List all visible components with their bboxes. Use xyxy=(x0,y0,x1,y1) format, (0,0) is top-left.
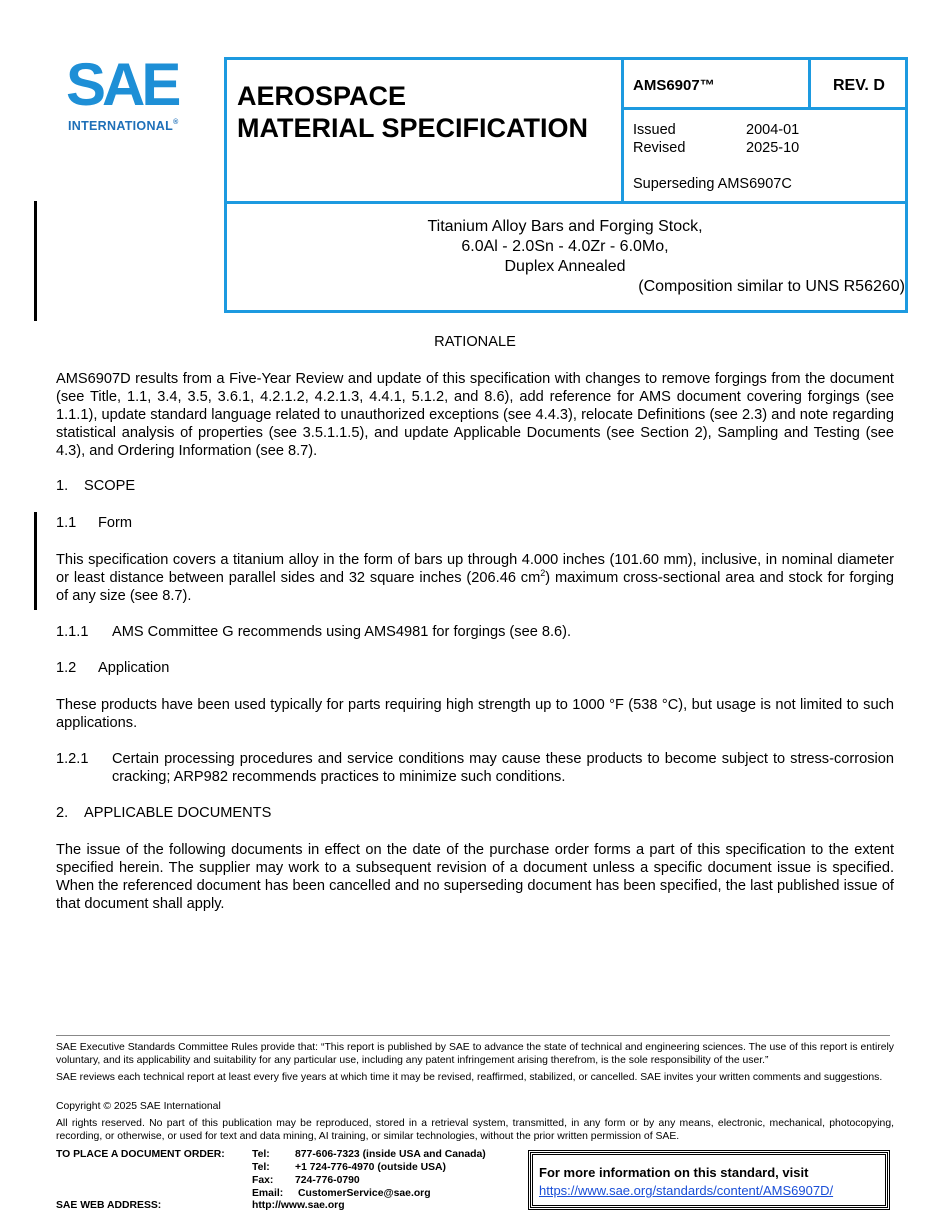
fax-label: Fax: xyxy=(252,1175,274,1186)
info-link[interactable]: https://www.sae.org/standards/content/AMS6907D/ xyxy=(539,1183,834,1198)
footer-copyright: Copyright © 2025 SAE International xyxy=(56,1101,221,1112)
dates-cell xyxy=(624,110,905,201)
fax-value: 724-776-0790 xyxy=(295,1175,360,1186)
footer-review-text: SAE reviews each technical report at least every five years at which time it may be revised, reaffirmed, stabilized, or cancelled. SAE invites your written comments and suggestions. xyxy=(56,1072,883,1083)
footer-rights-text: All rights reserved. No part of this publication may be reproduced, stored in a retrieval system, transmitted, in any form or by any means, electronic, mechanical, photocopying, recording, or otherwise, or used for text and data mining, AI training, or similar technologies, without the prior written permission of SAE. xyxy=(56,1118,894,1142)
subject-line-1: Titanium Alloy Bars and Forging Stock, xyxy=(427,218,703,235)
rationale-heading: RATIONALE xyxy=(434,334,516,350)
subject-cell xyxy=(227,204,905,310)
revised-label: Revised xyxy=(633,140,686,156)
section-1-number: 1. xyxy=(56,478,69,494)
change-bar xyxy=(34,201,37,321)
tel-label: Tel: xyxy=(252,1149,270,1160)
info-box xyxy=(528,1150,890,1210)
section-1-title: SCOPE xyxy=(84,478,136,494)
section-1-1-title: Form xyxy=(98,515,133,531)
section-2-title: APPLICABLE DOCUMENTS xyxy=(84,805,272,821)
issued-label: Issued xyxy=(633,122,676,138)
tel2-value: +1 724-776-4970 (outside USA) xyxy=(295,1162,447,1173)
web-value[interactable]: http://www.sae.org xyxy=(252,1200,345,1211)
rationale-text: AMS6907D results from a Five-Year Review and update of this specification with changes to remove forgings from the document (see Title, 1.1, 3.4, 3.5, 3.6.1, 4.2.1.2, 4.2.1.3, 4.4.1, 5.1.2, and 8.6), add reference for AMS document covering forgings (see 1.1.1), update standard language related to unauthorized exceptions (see 4.4.3), relocate Definitions (see 2.3) and note regarding statistical analysis of properties (see 3.5.1.1.5), and update Applicable Documents (see Section 2), Sampling and Testing (see 4.3), and Ordering Information (see 8.7). xyxy=(56,371,894,459)
info-title: For more information on this standard, visit xyxy=(539,1165,809,1180)
logo-subtitle: INTERNATIONAL® xyxy=(68,119,179,133)
subject-line-3: Duplex Annealed xyxy=(504,258,626,275)
header-box xyxy=(224,57,908,313)
footer-divider xyxy=(56,1035,890,1036)
change-bar xyxy=(34,512,37,610)
subject-line-4: (Composition similar to UNS R56260) xyxy=(638,278,905,295)
footer-rules-text: SAE Executive Standards Committee Rules provide that: “This report is published by SAE to advance the state of technical and engineering sciences. The use of this report is entirely voluntary, and its applicability and suitability for any particular use, including any patent infringement arising therefrom, is the sole responsibility of the user.” xyxy=(56,1042,894,1066)
section-1-1-text: This specification covers a titanium alloy in the form of bars up through 4.000 inches (101.60 mm), inclusive, in nominal diameter or least distance between parallel sides and 32 square inches (206.46 $cm^2$) maximum cross-sectional area and stock for forging of any size (see 8.7). xyxy=(56,552,894,604)
subject-line-2: 6.0Al - 2.0Sn - 4.0Zr - 6.0Mo, xyxy=(461,238,669,255)
tel-value: 877-606-7323 (inside USA and Canada) xyxy=(295,1149,486,1160)
section-1-2-1-number: 1.2.1 xyxy=(56,751,89,767)
email-label: Email: xyxy=(252,1188,284,1199)
section-1-2-text: These products have been used typically for parts requiring high strength up to 1000 °F (538 °C), but usage is not limited to such applications. xyxy=(56,697,894,731)
revision: REV. D xyxy=(833,77,885,94)
tel2-label: Tel: xyxy=(252,1162,270,1173)
doc-number-cell xyxy=(624,60,811,110)
issued-value: 2004-01 xyxy=(746,122,800,138)
email-value[interactable]: CustomerService@sae.org xyxy=(298,1188,431,1199)
order-label: TO PLACE A DOCUMENT ORDER: xyxy=(56,1149,225,1160)
section-1-1-1-number: 1.1.1 xyxy=(56,624,89,640)
web-label: SAE WEB ADDRESS: xyxy=(56,1200,162,1211)
section-2-text: The issue of the following documents in effect on the date of the purchase order forms a part of this specification to the extent specified herein. The supplier may work to a subsequent revision of a document unless a specific document issue is specified. When the referenced document has been cancelled and no superseding document has been specified, the last published issue of that document shall apply. xyxy=(56,842,894,912)
logo-letters: SAE xyxy=(66,51,178,118)
section-1-1-number: 1.1 xyxy=(56,515,77,531)
sae-logo xyxy=(66,51,191,135)
superseding: Superseding AMS6907C xyxy=(633,176,792,192)
section-1-1-1-text: AMS Committee G recommends using AMS4981 for forgings (see 8.6). xyxy=(112,624,572,640)
section-1-2-1-text: Certain processing procedures and service conditions may cause these products to become subject to stress-corrosion cracking; ARP982 recommends practices to minimize such conditions. xyxy=(112,751,894,785)
revision-cell xyxy=(811,60,905,110)
doc-number: AMS6907™ xyxy=(633,77,715,94)
revised-value: 2025-10 xyxy=(746,140,800,156)
section-2-number: 2. xyxy=(56,805,69,821)
section-1-2-title: Application xyxy=(98,660,170,676)
doc-type-cell xyxy=(227,60,624,201)
section-1-2-number: 1.2 xyxy=(56,660,77,676)
doc-type-title: AEROSPACE MATERIAL SPECIFICATION xyxy=(237,81,588,143)
